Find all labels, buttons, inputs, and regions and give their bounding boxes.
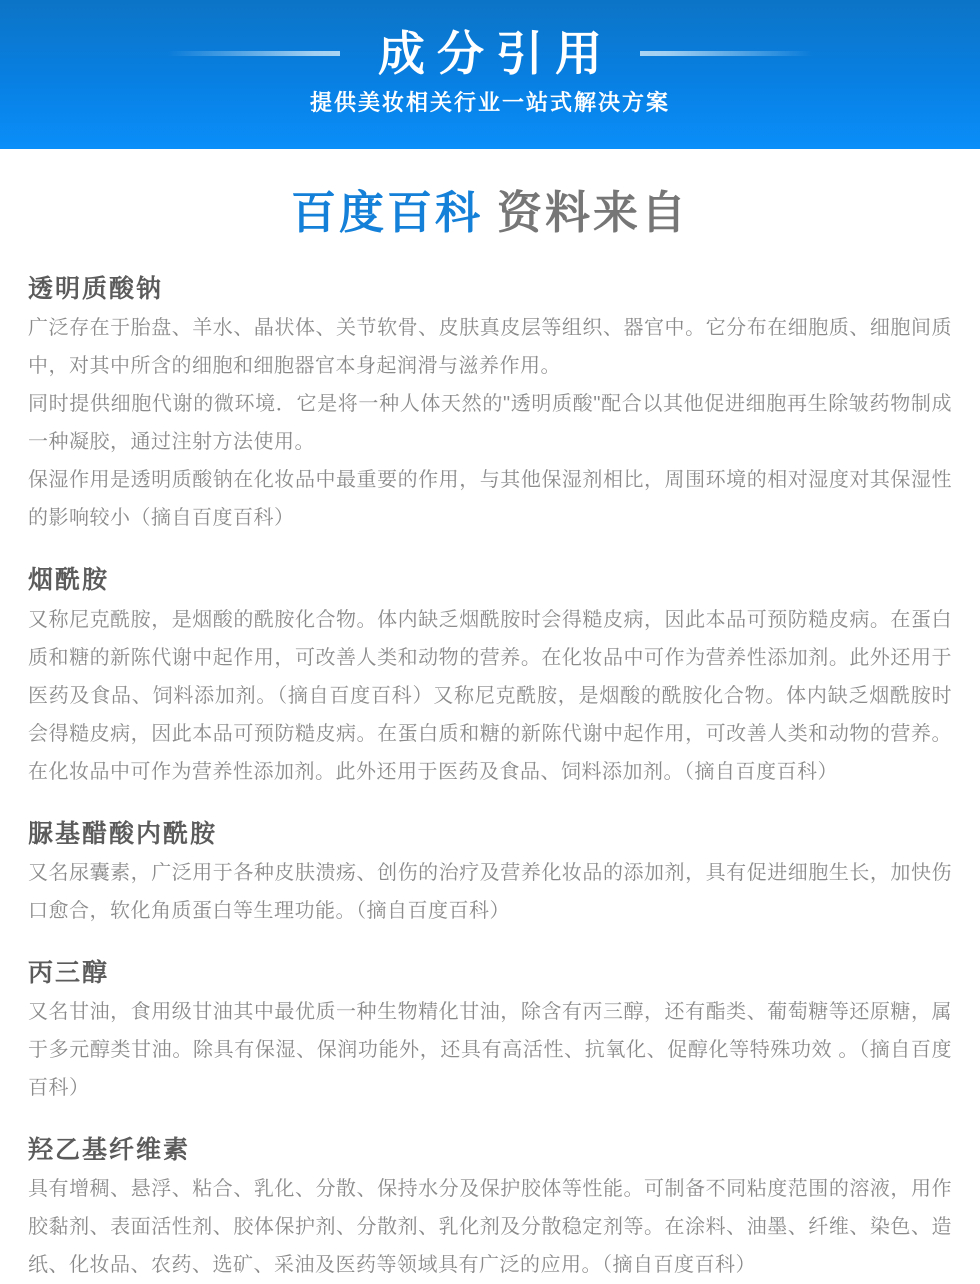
hero-title: 成分引用 [378,27,614,80]
section-paragraph: 具有增稠、悬浮、粘合、乳化、分散、保持水分及保护胶体等性能。可制备不同粘度范围的溶液，用作胶黏剂、表面活性剂、胶体保护剂、分散剂、乳化剂及分散稳定剂等。在涂料、油墨、纤维、染色、造纸、化妆品、农药、选矿、采油及医药等领域具有广泛的应用。（摘自百度百科） [28,1178,952,1277]
section-heading: 脲基醋酸内酰胺 [28,819,218,848]
section-paragraph: 保湿作用是透明质酸钠在化妆品中最重要的作用，与其他保湿剂相比，周围环境的相对湿度对其保湿性的影响较小（摘自百度百科） [28,469,952,530]
content-area [0,240,980,1284]
hero-subtitle: 提供美妆相关行业一站式解决方案 [309,90,670,115]
section-glycerol [28,958,952,1107]
section-hydroxyethylcellulose [28,1135,952,1284]
decorative-line-right [640,51,812,56]
hero-banner [0,0,980,149]
section-sodium-hyaluronate [28,274,952,537]
section-paragraph: 又称尼克酰胺，是烟酸的酰胺化合物。体内缺乏烟酰胺时会得糙皮病，因此本品可预防糙皮病。在蛋白质和糖的新陈代谢中起作用，可改善人类和动物的营养。在化妆品中可作为营养性添加剂。此外还用于医药及食品、饲料添加剂。（摘自百度百科）又称尼克酰胺，是烟酸的酰胺化合物。体内缺乏烟酰胺时会得糙皮病，因此本品可预防糙皮病。在蛋白质和糖的新陈代谢中起作用，可改善人类和动物的营养。在化妆品中可作为营养性添加剂。此外还用于医药及食品、饲料添加剂。（摘自百度百科） [28,608,952,783]
section-niacinamide [28,565,952,790]
page-title [0,186,980,240]
section-paragraph: 广泛存在于胎盘、羊水、晶状体、关节软骨、皮肤真皮层等组织、器官中。它分布在细胞质、细胞间质中，对其中所含的细胞和细胞器官本身起润滑与滋养作用。 [28,317,952,378]
section-heading: 烟酰胺 [28,566,110,595]
section-heading: 羟乙基纤维素 [28,1136,191,1164]
section-paragraph: 又名尿囊素，广泛用于各种皮肤溃疡、创伤的治疗及营养化妆品的添加剂，具有促进细胞生长，加快伤口愈合，软化角质蛋白等生理功能。（摘自百度百科） [28,861,952,922]
section-paragraph: 又名甘油，食用级甘油其中最优质一种生物精化甘油，除含有丙三醇，还有酯类、葡萄糖等还原糖，属于多元醇类甘油。除具有保湿、保润功能外，还具有高活性、抗氧化、促醇化等特殊功效 。（摘自百度百科） [28,1001,952,1099]
page-title-rest: 资料来自 [497,187,690,238]
page-title-highlight: 百度百科 [290,187,483,238]
section-paragraph: 同时提供细胞代谢的微环境．它是将一种人体天然的"透明质酸"配合以其他促进细胞再生除皱药物制成一种凝胶，通过注射方法使用。 [28,393,952,454]
section-allantoin [28,819,952,930]
section-heading: 透明质酸钠 [28,275,164,303]
decorative-line-left [168,51,340,56]
section-heading: 丙三醇 [28,958,110,987]
hero-title-row [0,0,980,80]
